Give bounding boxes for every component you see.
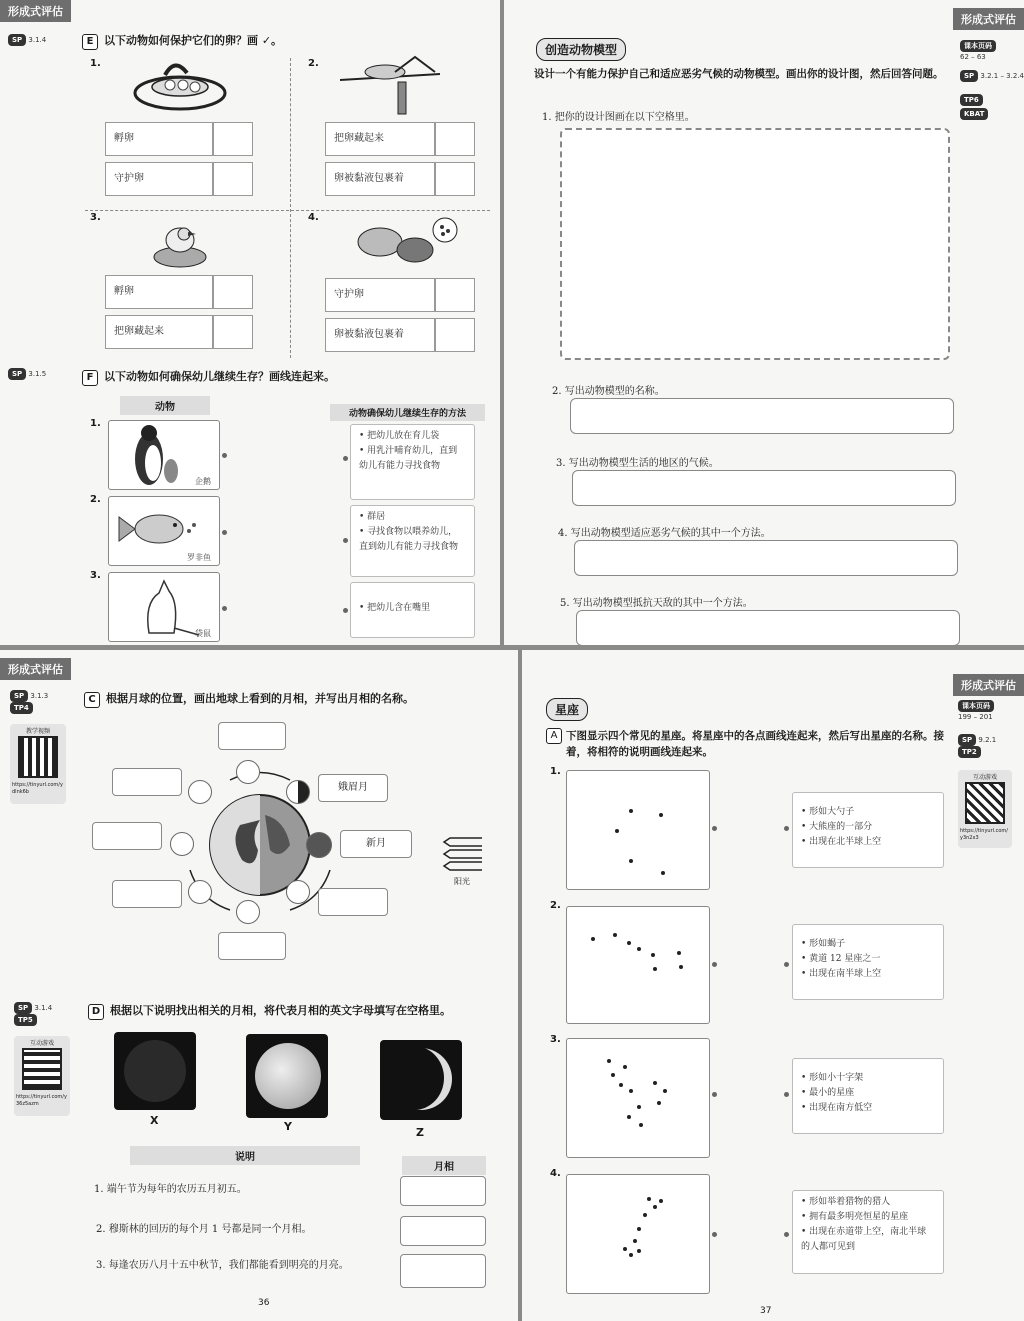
e-tick-box[interactable] — [435, 278, 475, 312]
section-band: 形成式评估 — [953, 674, 1024, 696]
constellation-panel-3 — [566, 1038, 710, 1158]
sunlight-arrows — [438, 832, 484, 872]
q1-text: 1. 把你的设计图画在以下空格里。 — [542, 112, 695, 123]
d-answer-box[interactable] — [400, 1254, 486, 1288]
desc-line: • 出现在北半球上空 — [801, 837, 882, 847]
qr-url: https://tinyurl.com/y36z5azm — [16, 1094, 67, 1107]
section-band: 形成式评估 — [0, 658, 71, 680]
moon-position[interactable] — [188, 780, 212, 804]
q4-answer-field[interactable] — [574, 540, 958, 576]
moon-position[interactable] — [306, 832, 332, 858]
e-option: 守护卵 — [325, 278, 435, 312]
snake-eggs-illustration — [125, 55, 235, 115]
question-d-title: D 根据以下说明找出相关的月相，将代表月相的英文字母填写在空格里。 — [88, 1002, 451, 1020]
method-box-2 — [350, 505, 475, 577]
qr-label: 互动游戏 — [29, 1040, 54, 1047]
e-tick-box[interactable] — [435, 122, 475, 156]
connect-dot[interactable] — [222, 530, 227, 535]
sp-ref: SP 3.2.1 – 3.2.4 — [960, 70, 1024, 82]
f-item-num: 3. — [90, 570, 101, 581]
desc-box-2 — [792, 924, 944, 1000]
e-option: 卵被黏液包裹着 — [325, 318, 435, 352]
phase-answer-box[interactable] — [218, 932, 286, 960]
question-c-title: C 根据月球的位置，画出地球上看到的月相，并写出月相的名称。 — [84, 690, 414, 708]
sp-ref-d: SP 3.1.4 TP5 — [14, 1002, 52, 1026]
d-row-text: 1. 端午节为每年的农历五月初五。 — [94, 1184, 247, 1195]
connect-dot[interactable] — [712, 826, 717, 831]
textbook-ref: 课本页码 199 – 201 — [958, 702, 993, 721]
d-col-phase-header: 月相 — [402, 1156, 486, 1175]
moon-position[interactable] — [188, 880, 212, 904]
qr-panel — [958, 770, 1012, 848]
section-title: 创造动物模型 — [536, 38, 626, 61]
desc-box-1 — [792, 792, 944, 868]
desc-box-3 — [792, 1058, 944, 1134]
connect-dot[interactable] — [343, 608, 348, 613]
moon-photo-x — [114, 1032, 196, 1110]
f-item-num: 1. — [90, 418, 101, 429]
q2-answer-field[interactable] — [570, 398, 954, 434]
d-row-text: 3. 每逢农历八月十五中秋节，我们都能看到明亮的月亮。 — [96, 1260, 349, 1271]
f-item-num: 2. — [90, 494, 101, 505]
connect-dot[interactable] — [784, 826, 789, 831]
moon-position[interactable] — [236, 900, 260, 924]
page-constellations — [522, 650, 1024, 1321]
a-item-num: 2. — [550, 900, 561, 911]
qr-code[interactable] — [18, 736, 58, 778]
e-tick-box[interactable] — [213, 162, 253, 196]
question-f-title: F 以下动物如何确保幼儿继续生存？画线连起来。 — [82, 368, 335, 386]
kangaroo-image — [108, 572, 220, 642]
section-title: 星座 — [546, 698, 588, 721]
moon-letter: Y — [284, 1120, 292, 1133]
tp-ref: TP6 — [960, 94, 983, 106]
method-text: • 寻找食物以喂养幼儿，直到幼儿有能力寻找食物 — [359, 527, 459, 552]
page-moon-phases — [0, 650, 518, 1321]
connect-dot[interactable] — [712, 962, 717, 967]
bird-nest-illustration — [150, 212, 210, 270]
q3-answer-field[interactable] — [572, 470, 956, 506]
sp-ref-f: SP 3.1.5 — [8, 368, 46, 380]
phase-label-crescent: 娥眉月 — [318, 774, 388, 802]
e-tick-box[interactable] — [213, 315, 253, 349]
d-answer-box[interactable] — [400, 1216, 486, 1246]
phase-answer-box[interactable] — [112, 768, 182, 796]
qr-panel-c — [10, 724, 66, 804]
method-text: • 把幼儿含在嘴里 — [359, 603, 431, 613]
kbat-ref: KBAT — [960, 108, 988, 120]
q5-text: 5. 写出动物模型抵抗天敌的其中一个方法。 — [560, 598, 753, 609]
a-item-num: 1. — [550, 766, 561, 777]
moon-position[interactable] — [236, 760, 260, 784]
phase-answer-box[interactable] — [92, 822, 162, 850]
e-tick-box[interactable] — [435, 318, 475, 352]
qr-label: 互动游戏 — [972, 774, 997, 781]
q4-text: 4. 写出动物模型适应恶劣气候的其中一个方法。 — [558, 528, 771, 539]
textbook-ref: 课本页码 62 – 63 — [960, 40, 996, 62]
a-item-num: 3. — [550, 1034, 561, 1045]
desc-line: • 出现在南半球上空 — [801, 969, 882, 979]
phase-answer-box[interactable] — [218, 722, 286, 750]
connect-dot[interactable] — [343, 456, 348, 461]
desc-line: • 形如举着猎物的猎人 — [801, 1197, 891, 1207]
e-item-num: 1. — [90, 58, 101, 69]
sunlight-label: 阳光 — [454, 877, 470, 886]
question-a-letter: A — [546, 728, 562, 744]
e-option: 孵卵 — [105, 275, 213, 309]
method-text: • 用乳汁哺育幼儿，直到幼儿有能力寻找食物 — [359, 446, 458, 471]
method-box-1 — [350, 424, 475, 500]
e-option: 守护卵 — [105, 162, 213, 196]
d-answer-box[interactable] — [400, 1176, 486, 1206]
e-item-num: 2. — [308, 58, 319, 69]
connect-dot[interactable] — [784, 962, 789, 967]
desc-box-4 — [792, 1190, 944, 1274]
method-text: • 群居 — [359, 512, 386, 522]
desc-line: • 形如小十字架 — [801, 1073, 864, 1083]
f-col-method-header: 动物确保幼儿继续生存的方法 — [330, 404, 485, 421]
kangaroo-label: 袋鼠 — [195, 629, 211, 638]
qr-label: 教学视频 — [25, 728, 50, 735]
divider — [85, 210, 490, 211]
phase-label-new: 新月 — [340, 830, 412, 858]
page-animal-model — [504, 0, 1024, 645]
tilapia-label: 罗非鱼 — [187, 553, 211, 562]
section-band: 形成式评估 — [953, 8, 1024, 30]
constellation-panel-2 — [566, 906, 710, 1024]
tilapia-image — [108, 496, 220, 566]
divider — [290, 58, 291, 358]
phase-answer-box[interactable] — [318, 888, 388, 916]
intro-text: 设计一个有能力保护自己和适应恶劣气候的动物模型。画出你的设计图，然后回答问题。 — [534, 68, 944, 80]
connect-dot[interactable] — [222, 453, 227, 458]
sp-ref-e: SP 3.1.4 — [8, 34, 46, 46]
connect-dot[interactable] — [784, 1092, 789, 1097]
method-text: • 把幼儿放在育儿袋 — [359, 431, 440, 441]
e-option: 把卵藏起来 — [325, 122, 435, 156]
moon-position[interactable] — [286, 880, 310, 904]
d-col-desc-header: 说明 — [130, 1146, 360, 1165]
e-option: 孵卵 — [105, 122, 213, 156]
sp-ref-c: SP 3.1.3 TP4 — [10, 690, 48, 714]
e-item-num: 4. — [308, 212, 319, 223]
connect-dot[interactable] — [712, 1092, 717, 1097]
qr-url: https://tinyurl.com/y3n2x3 — [960, 828, 1008, 841]
moon-photo-z — [380, 1040, 462, 1120]
desc-line: • 形如大勺子 — [801, 807, 855, 817]
desc-line: • 黄道 12 星座之一 — [801, 954, 881, 964]
frog-eggs-illustration — [350, 212, 460, 270]
phase-answer-box[interactable] — [112, 880, 182, 908]
desc-line: • 出现在赤道带上空，南北半球的人都可见到 — [801, 1227, 927, 1252]
desc-line: • 大熊座的一部分 — [801, 822, 873, 832]
connect-dot[interactable] — [343, 538, 348, 543]
desc-line: • 出现在南方低空 — [801, 1103, 873, 1113]
q5-answer-field[interactable] — [576, 610, 960, 645]
e-tick-box[interactable] — [213, 275, 253, 309]
moon-letter: Z — [416, 1126, 424, 1139]
moon-position[interactable] — [286, 780, 310, 804]
moon-photo-y — [246, 1034, 328, 1118]
connect-dot[interactable] — [784, 1232, 789, 1237]
qr-code[interactable] — [965, 782, 1005, 824]
page-number: 37 — [760, 1306, 772, 1316]
connect-dot[interactable] — [222, 606, 227, 611]
d-row-text: 2. 穆斯林的回历的每个月 1 号都是同一个月相。 — [96, 1224, 312, 1235]
qr-code[interactable] — [22, 1048, 62, 1090]
page-number: 36 — [258, 1298, 270, 1308]
constellation-panel-4 — [566, 1174, 710, 1294]
desc-line: • 最小的星座 — [801, 1088, 855, 1098]
e-tick-box[interactable] — [213, 122, 253, 156]
method-box-3 — [350, 582, 475, 638]
constellation-panel-1 — [566, 770, 710, 890]
e-tick-box[interactable] — [435, 162, 475, 196]
penguin-label: 企鹅 — [195, 477, 211, 486]
q2-text: 2. 写出动物模型的名称。 — [552, 386, 665, 397]
f-col-animal-header: 动物 — [120, 396, 210, 415]
qr-url: https://tinyurl.com/ydlnk6b — [12, 782, 63, 795]
desc-line: • 拥有最多明亮恒星的星座 — [801, 1212, 909, 1222]
moon-position[interactable] — [170, 832, 194, 856]
question-a-title: 下图显示四个常见的星座。将星座中的各点画线连起来，然后写出星座的名称。接着，将相符的说明画线连起来。 — [566, 730, 944, 758]
q3-text: 3. 写出动物模型生活的地区的气候。 — [556, 458, 719, 469]
sp-ref: SP 9.2.1 TP2 — [958, 734, 996, 758]
grasshopper-illustration — [340, 52, 450, 117]
section-band: 形成式评估 — [0, 0, 71, 22]
e-option: 把卵藏起来 — [105, 315, 213, 349]
penguin-image — [108, 420, 220, 490]
desc-line: • 形如蝎子 — [801, 939, 846, 949]
e-option: 卵被黏液包裹着 — [325, 162, 435, 196]
qr-panel-d — [14, 1036, 70, 1116]
a-item-num: 4. — [550, 1168, 561, 1179]
connect-dot[interactable] — [712, 1232, 717, 1237]
moon-letter: X — [150, 1114, 159, 1127]
question-e-title: E 以下动物如何保护它们的卵？画 ✓。 — [82, 32, 282, 50]
page-eggs — [0, 0, 500, 645]
e-item-num: 3. — [90, 212, 101, 223]
design-drawing-area[interactable] — [560, 128, 950, 360]
